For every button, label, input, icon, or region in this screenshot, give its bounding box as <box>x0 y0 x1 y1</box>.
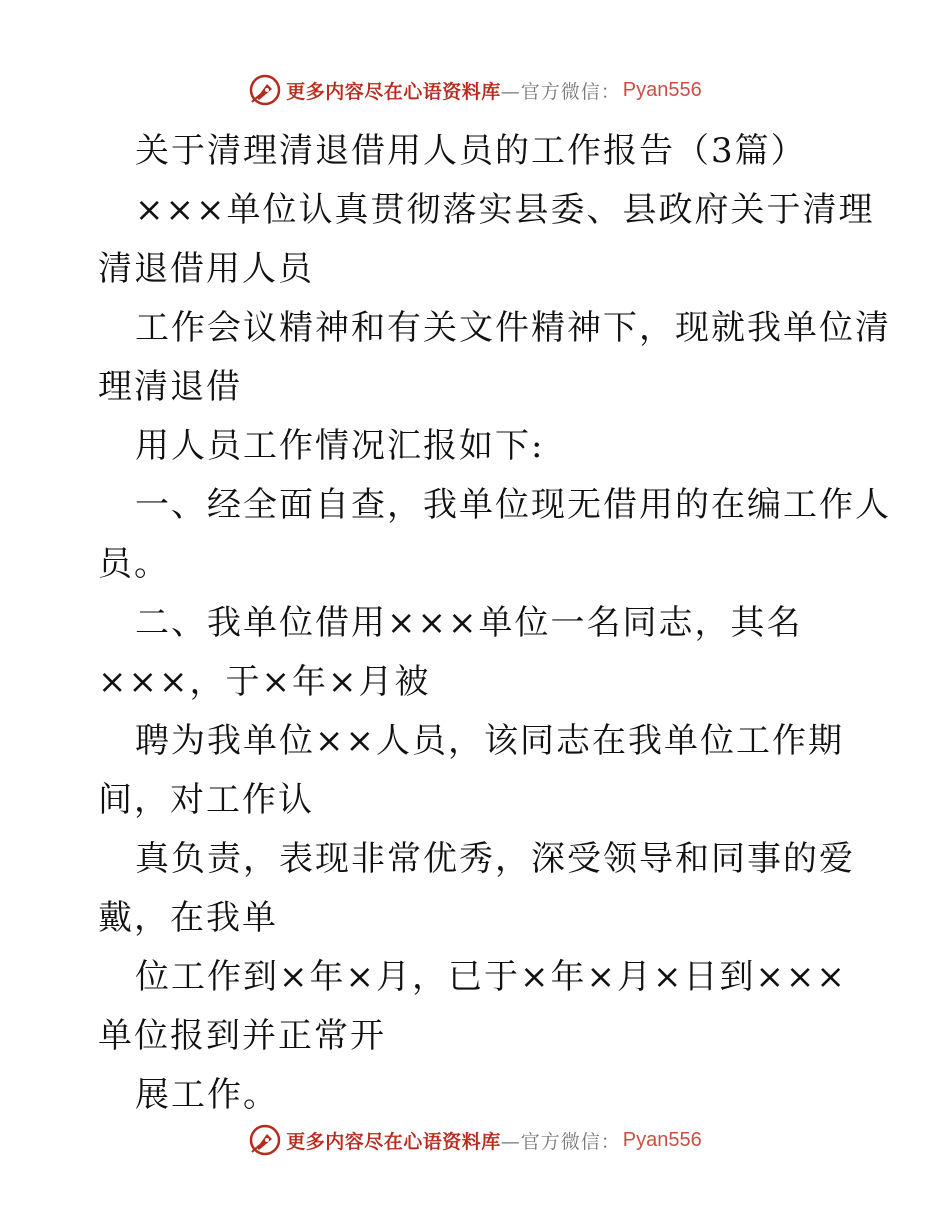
paragraph-line: 一、经全面自查，我单位现无借用的在编工作人 <box>135 485 891 525</box>
banner-title: 更多内容尽在心语资料库 <box>286 1130 501 1153</box>
paragraph-line: ×××单位认真贯彻落实县委、县政府关于清理 <box>135 190 875 230</box>
banner-text <box>286 1127 702 1154</box>
paragraph-line: 工作会议精神和有关文件精神下，现就我单位清 <box>135 308 891 348</box>
paragraph-line: 员。 <box>98 544 170 584</box>
banner-wechat-label: —官方微信： <box>500 80 621 103</box>
paragraph-line: 间，对工作认 <box>98 780 314 820</box>
paragraph-line: 聘为我单位××人员，该同志在我单位工作期 <box>135 721 844 761</box>
banner-wechat-id: Pyan556 <box>622 78 702 101</box>
paragraph-line: 二、我单位借用×××单位一名同志，其名 <box>135 603 803 643</box>
footer-banner <box>0 1120 950 1160</box>
banner-title: 更多内容尽在心语资料库 <box>286 80 501 103</box>
document-title: 关于清理清退借用人员的工作报告（3篇） <box>135 131 807 171</box>
header-banner <box>0 70 950 110</box>
paragraph-line: 戴，在我单 <box>98 898 278 938</box>
pen-nib-logo-icon <box>248 1123 282 1157</box>
document-body <box>98 122 891 1125</box>
paragraph-line: 真负责，表现非常优秀，深受领导和同事的爱 <box>135 839 855 879</box>
paragraph-line: 位工作到×年×月，已于×年×月×日到××× <box>135 957 847 997</box>
banner-wechat-label: —官方微信： <box>500 1130 621 1153</box>
banner-wechat-id: Pyan556 <box>622 1128 702 1151</box>
paragraph-line: 用人员工作情况汇报如下: <box>135 426 545 466</box>
pen-nib-logo-icon <box>248 73 282 107</box>
paragraph-line: 理清退借 <box>98 367 242 407</box>
paragraph-line: ×××，于×年×月被 <box>98 662 431 702</box>
paragraph-line: 单位报到并正常开 <box>98 1016 386 1056</box>
paragraph-line: 展工作。 <box>135 1075 279 1115</box>
paragraph-line: 清退借用人员 <box>98 249 314 289</box>
banner-text <box>286 77 702 104</box>
